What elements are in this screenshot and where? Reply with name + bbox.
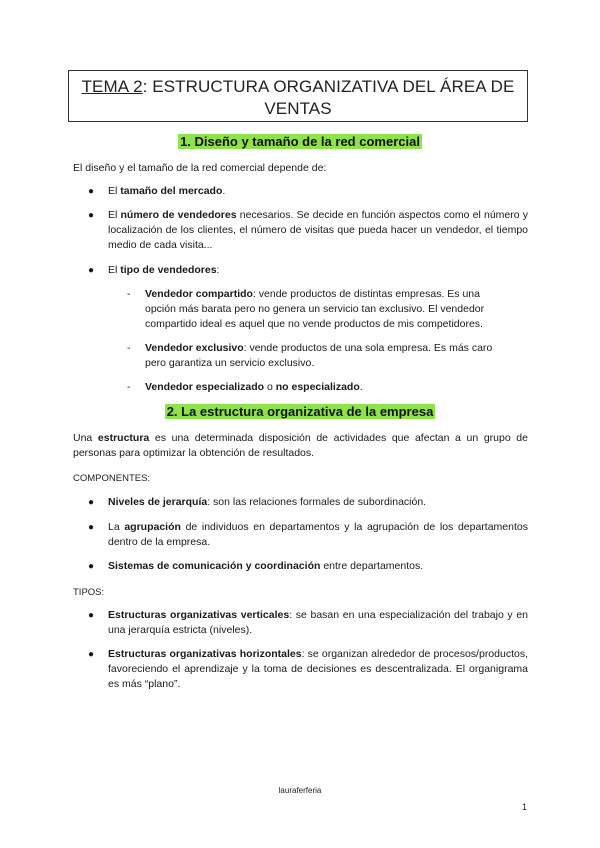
list-item: ● El número de vendedores necesarios. Se decide en función aspectos como el número y localización de los clientes, el número de visitas que pueda hacer un vendedor, el tiempo medio de cada visita... <box>88 209 529 251</box>
title-underlined: TEMA 2 <box>81 77 143 96</box>
types-label: TIPOS: <box>73 587 105 598</box>
list-item: ● Estructuras organizativas verticales: se basan en una especialización del trabajo y en una jerarquía estricta (niveles). <box>88 609 528 636</box>
bullet-icon: ● <box>88 561 95 572</box>
title-rest: : ESTRUCTURA ORGANIZATIVA DEL ÁREA DE VENTAS <box>142 77 515 118</box>
list-item: ● La agrupación de individuos en departamentos y la agrupación de los departamentos dentro de la empresa. <box>88 521 528 548</box>
list-item: ● El tamaño del mercado. <box>88 185 226 197</box>
sub-list-item: - Vendedor compartido: vende productos de distintas empresas. Es una opción más barata pero no genera un servicio tan exclusivo. El vendedor compartido ideal es aquel que no vende productos de mis competidores. <box>127 288 485 330</box>
page-number: 1 <box>522 802 528 812</box>
section2-heading: 2. La estructura organizativa de la empresa <box>166 404 434 419</box>
components-label: COMPONENTES: <box>73 473 151 484</box>
bullet-icon: ● <box>88 522 95 533</box>
list-item: ● Sistemas de comunicación y coordinación entre departamentos. <box>88 560 424 572</box>
footer-author: lauraferferia <box>278 786 322 795</box>
bullet-icon: ● <box>88 265 95 276</box>
sub-list-item: - Vendedor especializado o no especializado. <box>127 381 363 393</box>
list-item: ● Niveles de jerarquía: son las relaciones formales de subordinación. <box>88 496 427 508</box>
document-title <box>68 70 528 122</box>
list-item: ● El tipo de vendedores: <box>88 264 220 276</box>
dash-icon: - <box>127 381 131 393</box>
dash-icon: - <box>127 342 131 354</box>
section2-intro: Una estructura es una determinada disposición de actividades que afectan a un grupo de personas para optimizar la obtención de resultados. <box>73 432 528 459</box>
bullet-icon: ● <box>88 210 95 221</box>
list-item: ● Estructuras organizativas horizontales: se organizan alrededor de procesos/productos, favoreciendo el aprendizaje y la toma de decisiones es descentralizada. El organigrama es más “plano”. <box>88 648 529 690</box>
section1-intro: El diseño y el tamaño de la red comercial depende de: <box>73 162 327 174</box>
dash-icon: - <box>127 288 131 300</box>
bullet-icon: ● <box>88 649 95 660</box>
sub-list-item: - Vendedor exclusivo: vende productos de una sola empresa. Es más caro pero garantiza un servicio exclusivo. <box>127 342 493 369</box>
bullet-icon: ● <box>88 610 95 621</box>
bullet-icon: ● <box>88 186 95 197</box>
bullet-icon: ● <box>88 497 95 508</box>
section1-heading: 1. Diseño y tamaño de la red comercial <box>180 134 420 149</box>
